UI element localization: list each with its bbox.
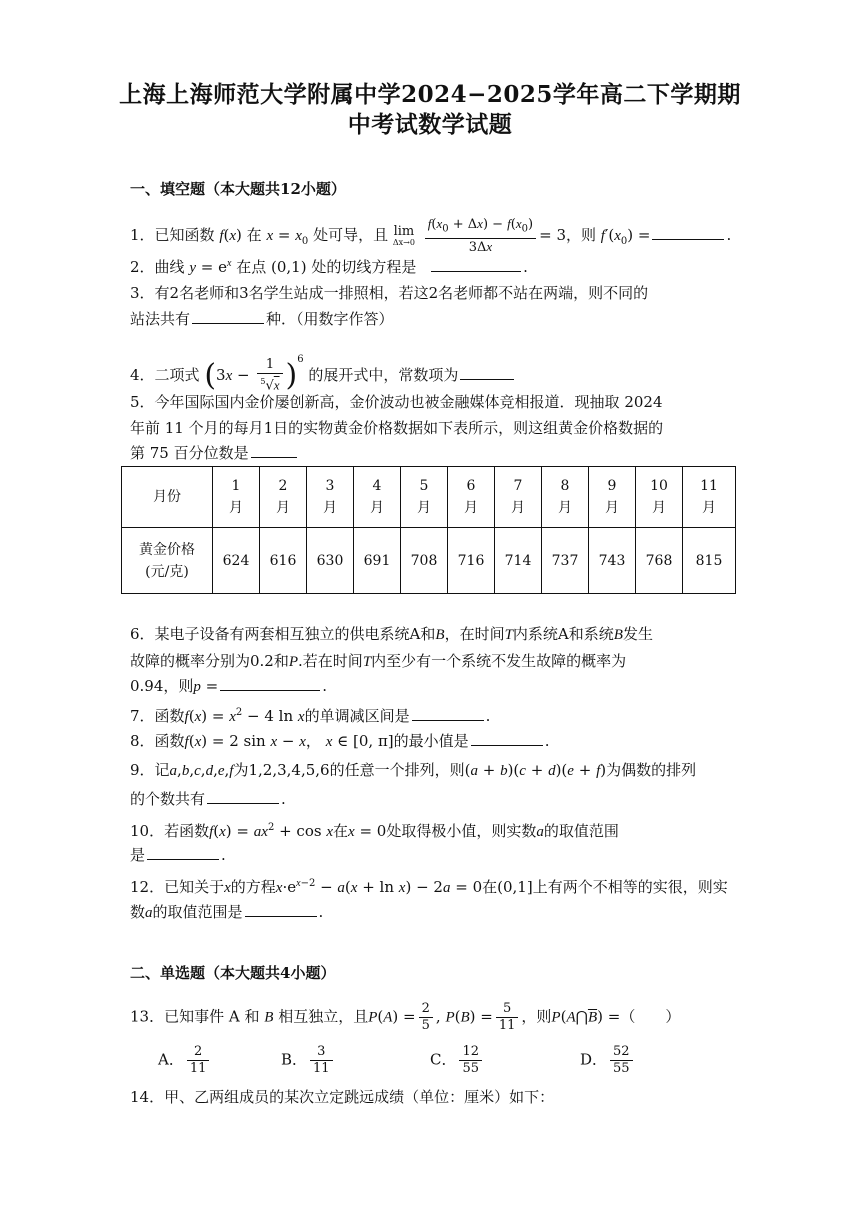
question-1-text: ，则: [566, 225, 597, 244]
question-2: 2．曲线 $y = e^x$ 在点 (0,1) 处的切线方程是 .: [130, 258, 528, 276]
question-6-text: 内系统A和系统: [512, 625, 614, 643]
question-12-text: 在: [482, 878, 498, 896]
option-label: D．: [580, 1050, 608, 1069]
math-fx: f: [219, 227, 224, 244]
question-9-line2: [130, 789, 286, 809]
question-6-text: 内至少有一个系统不发生故障的概率为: [371, 652, 627, 670]
answer-blank[interactable]: [251, 443, 297, 458]
table-cell: 10 月: [636, 467, 683, 528]
answer-blank[interactable]: [245, 902, 317, 917]
period: .: [726, 225, 732, 244]
question-7-text: 的单调减区间是: [304, 707, 410, 725]
question-12-text: 的取值范围是: [152, 903, 243, 921]
question-1: 1．已知函数 f(x) 在 $x = x_0$ 处可导，且 lim Δx→0 $\frac{f(x_0 + \Delta x) - f(x_0)}{3\Delta x}$ = 3，则 $f'(x_0)$ = .: [130, 216, 732, 255]
question-6-text: 发生: [622, 625, 653, 643]
table-cell: 6 月: [448, 467, 495, 528]
section-single-choice-heading: 二、单选题（本大题共4小题）: [130, 964, 336, 982]
answer-blank[interactable]: [431, 257, 521, 272]
table-row-prices: [122, 528, 736, 594]
question-6-text: 0.94，则: [130, 677, 194, 695]
period: .: [485, 707, 491, 725]
table-cell: 743: [589, 528, 636, 594]
option-b[interactable]: B． $\frac{3}{11}$: [281, 1044, 336, 1077]
question-8-text: 的最小值是: [393, 732, 469, 750]
question-13-text: （ ）: [620, 1007, 681, 1026]
question-13-text: ，则: [521, 1007, 552, 1026]
question-10-text: 是: [130, 846, 146, 864]
question-10-line1: 10．若函数$f(x) = ax^2 + \cos x$在x = 0处取得极小值，则实数a的取值范围: [130, 822, 619, 840]
question-5-line2: 年前 11 个月的每月1日的实物黄金价格数据如下表所示，则这组黄金价格数据的: [130, 419, 664, 437]
difference-quotient: $\frac{f(x_0 + \Delta x) - f(x_0)}{3\Delta x}$: [425, 216, 536, 256]
question-1-text: 处可导，且: [313, 225, 389, 244]
table-cell: 815: [683, 528, 736, 594]
question-5-line3: [130, 443, 299, 463]
period: .: [523, 258, 528, 276]
option-label: C．: [430, 1050, 457, 1069]
question-10-text: 在: [333, 822, 349, 840]
answer-blank[interactable]: [192, 309, 264, 324]
question-3-text: 种．（用数字作答）: [266, 310, 394, 328]
question-7-text: 7．函数: [130, 707, 185, 725]
table-cell: 7 月: [495, 467, 542, 528]
question-6-text: .若在时间: [298, 652, 363, 670]
question-2-text: 处的切线方程是: [311, 258, 417, 276]
table-cell: 630: [307, 528, 354, 594]
question-12-text: 的方程: [230, 878, 276, 896]
question-14: 14．甲、乙两组成员的某次立定跳远成绩（单位：厘米）如下：: [130, 1088, 555, 1106]
table-row-months: [122, 467, 736, 528]
limit-symbol: lim Δx→0: [392, 223, 415, 247]
answer-blank[interactable]: [460, 365, 514, 380]
table-cell: 716: [448, 528, 495, 594]
question-6-text: 故障的概率分别为0.2和: [130, 652, 289, 670]
exam-title-line2: 中考试数学试题: [347, 111, 513, 138]
question-7: 7．函数$f(x) = x^2 - 4$ ln x的单调减区间是 .: [130, 707, 491, 725]
table-cell: 768: [636, 528, 683, 594]
question-8-text: ，: [305, 732, 321, 750]
question-4-text: 4．二项式: [130, 366, 200, 384]
question-9-text: 为: [233, 761, 249, 779]
period: .: [544, 732, 550, 750]
question-6-text: ，在时间: [444, 625, 505, 643]
period: .: [322, 677, 328, 695]
table-cell: 691: [354, 528, 401, 594]
option-a[interactable]: A． $\frac{2}{11}$: [158, 1044, 212, 1077]
question-13: 13．已知事件 A 和 B 相互独立，且P(A) = $\frac{2}{5}$ , P(B) = $\frac{5}{11}$ ，则$P(A⋂\overline{B})$ =（ ）: [130, 1001, 681, 1033]
answer-blank[interactable]: [220, 676, 320, 691]
table-cell: 4 月: [354, 467, 401, 528]
question-12-text: 上有两个不相等的实很，则实: [532, 878, 728, 896]
period: .: [221, 846, 226, 864]
question-6-text: 6．某电子设备有两套相互独立的供电系统A和: [130, 625, 436, 643]
table-cell: 714: [495, 528, 542, 594]
table-cell: 708: [401, 528, 448, 594]
question-12-line2: 数a的取值范围是 .: [130, 903, 324, 921]
question-9-text: 9．记: [130, 761, 170, 779]
table-cell: 9 月: [589, 467, 636, 528]
question-13-text: 13．已知事件 A 和: [130, 1007, 260, 1026]
answer-blank[interactable]: [652, 225, 724, 240]
question-8: 8．函数f(x) = 2 sin x − x， x ∈ [0, π]的最小值是 .: [130, 732, 550, 750]
question-1-text: 在: [246, 225, 262, 244]
section-fill-in-heading: 一、填空题（本大题共12小题）: [130, 180, 346, 198]
question-6-line3: 0.94，则p = .: [130, 677, 328, 695]
question-12-text: 数: [130, 903, 146, 921]
answer-blank[interactable]: [412, 706, 484, 721]
question-6-line1: 6．某电子设备有两套相互独立的供电系统A和B，在时间T内系统A和系统B发生: [130, 625, 653, 643]
option-label: B．: [281, 1050, 308, 1069]
answer-blank[interactable]: [147, 845, 219, 860]
answer-blank[interactable]: [471, 731, 543, 746]
question-8-text: 8．函数: [130, 732, 185, 750]
question-10-line2: [130, 845, 226, 865]
question-3-text: 站法共有: [130, 310, 191, 328]
gold-price-table: [121, 466, 736, 594]
question-12-text: 12．已知关于: [130, 878, 225, 896]
question-9-text: 的个数共有: [130, 790, 206, 808]
question-4-text: 的展开式中，常数项为: [308, 366, 459, 384]
table-cell: 8 月: [542, 467, 589, 528]
period: .: [281, 790, 286, 808]
root-fraction: $\frac{1}{^5√x}$: [257, 357, 282, 394]
question-9-text: 为偶数的排列: [606, 761, 697, 779]
question-10-text: 10．若函数: [130, 822, 210, 840]
question-9-line1: 9．记a,b,c,d,e,f为1,2,3,4,5,6的任意一个排列，则(a + b)(c + d)(e + f)为偶数的排列: [130, 761, 697, 779]
table-cell: 3 月: [307, 467, 354, 528]
question-4: 4．二项式 (3x − $\frac{1}{^5√x}$ )$^6$ 的展开式中，常数项为: [130, 350, 516, 395]
question-3-line2: [130, 309, 394, 329]
question-9-text: 的任意一个排列，则: [329, 761, 465, 779]
question-10-text: 的取值范围: [543, 822, 619, 840]
table-header-month: 月份: [122, 467, 213, 528]
question-13-text: 相互独立，且: [278, 1007, 369, 1026]
table-cell: 624: [213, 528, 260, 594]
question-2-text: 在点: [236, 258, 267, 276]
question-1-text: 1．已知函数: [130, 225, 215, 244]
period: .: [318, 903, 324, 921]
table-cell: 2 月: [260, 467, 307, 528]
option-d[interactable]: D． $\frac{52}{55}$: [580, 1044, 636, 1077]
question-2-text: 2．曲线: [130, 258, 185, 276]
table-cell: 5 月: [401, 467, 448, 528]
table-cell: 11 月: [683, 467, 736, 528]
question-5-line1: 5．今年国际国内金价屡创新高，金价波动也被金融媒体竞相报道．现抽取 2024: [130, 393, 663, 411]
answer-blank[interactable]: [207, 789, 279, 804]
question-12-line1: 12．已知关于x的方程$x\cdot e^{x-2} - a(x + \ln x) - 2a = 0$在(0,1]上有两个不相等的实很，则实: [130, 878, 728, 896]
table-cell: 737: [542, 528, 589, 594]
option-label: A．: [158, 1050, 184, 1069]
option-c[interactable]: C． $\frac{12}{55}$: [430, 1044, 485, 1077]
question-5-text: 第 75 百分位数是: [130, 444, 249, 462]
table-cell: 1 月: [213, 467, 260, 528]
question-3-line1: 3．有2名老师和3名学生站成一排照相，若这2名老师都不站在两端，则不同的: [130, 284, 649, 302]
question-6-line2: 故障的概率分别为0.2和P.若在时间T内至少有一个系统不发生故障的概率为: [130, 652, 627, 670]
exam-title-line1: 上海上海师范大学附属中学2024−2025学年高二下学期期: [119, 81, 741, 108]
table-header-price: 黄金价格 (元/克): [122, 528, 213, 594]
table-cell: 616: [260, 528, 307, 594]
question-10-text: 处取得极小值，则实数: [386, 822, 537, 840]
